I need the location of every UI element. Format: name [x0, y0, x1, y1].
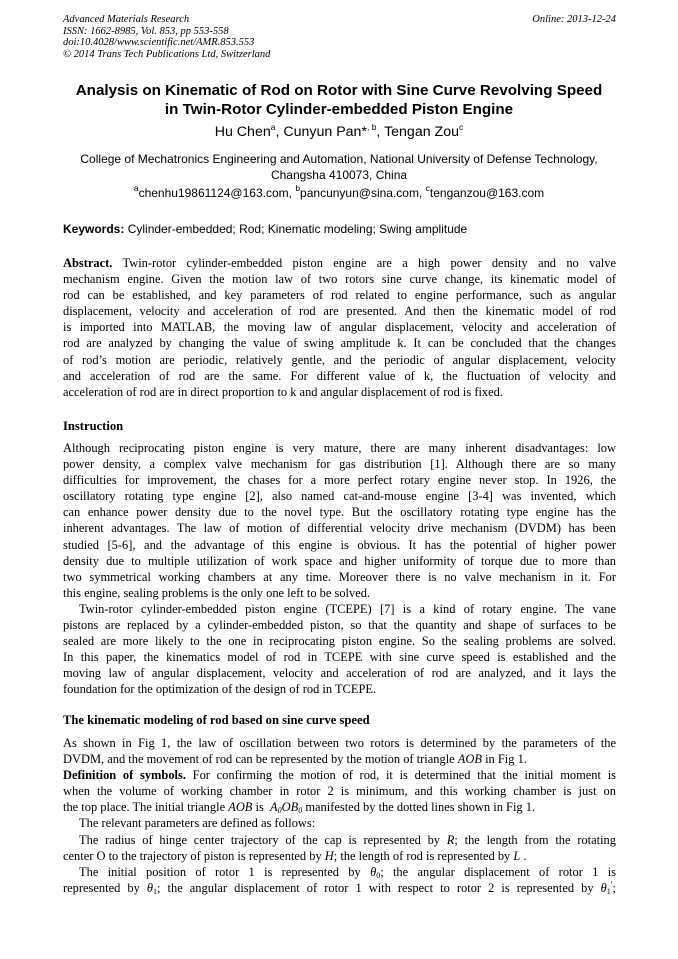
- body-line: In this paper, the kinematics model of rod in TCEPE with sine curve speed is established and the: [63, 650, 616, 665]
- affiliation-line: Changsha 410073, China: [270, 168, 408, 182]
- email-mark: a: [133, 183, 139, 193]
- text-run: represented by: [63, 880, 147, 895]
- text-run: DVDM, and the movement of rod can be represented by the motion of triangle: [63, 752, 458, 767]
- body-line: As shown in Fig 1, the law of oscillation between two rotors is determined by the parameters of the: [63, 736, 616, 750]
- abstract-line: acceleration of rod are in direct proportion to k and angular displacement of rod is fixed.: [63, 384, 503, 399]
- body-line: The relevant parameters are defined as follows:: [79, 816, 316, 831]
- journal-name: Advanced Materials Research: [63, 14, 190, 25]
- abstract: [63, 255, 616, 400]
- text-run: The radius of hinge center trajectory of the cap is represented by: [79, 832, 447, 847]
- math-subscript: 0: [376, 870, 381, 880]
- math-symbol: L: [513, 848, 521, 863]
- body-line: foundation for the optimization of the design of rod in TCEPE.: [63, 682, 377, 697]
- author-affil-mark: , b: [366, 122, 377, 132]
- author-emails: $^a$chenhu19861124@163.com, $^b$pancunyun@sina.com, $^c$tenganzou@163.com: [133, 183, 545, 200]
- author-name: Hu Chen: [214, 124, 271, 140]
- instruction-paragraph-2: [63, 601, 616, 698]
- keywords-label: Keywords:: [63, 222, 125, 236]
- text-run: manifested by the dotted lines shown in Fig 1.: [302, 800, 536, 815]
- body-line: can enhance power density due to the novel type. But the oscillatory rotating type engine has the: [63, 505, 616, 520]
- author-name: Cunyun Pan*: [283, 124, 367, 140]
- author-separator: ,: [376, 124, 385, 140]
- body-line: [63, 832, 616, 848]
- abstract-line: displacement, velocity and acceleration of rod are presented. And then the kinematic model of rod: [63, 304, 616, 319]
- math-symbol: H: [324, 848, 334, 863]
- issn: ISSN: 1662-8985, Vol. 853, pp 553-558: [63, 25, 229, 37]
- section-heading-instruction: Instruction: [63, 419, 124, 433]
- math-symbol: θ: [370, 864, 377, 879]
- body-line: pistons are replaced by a cylinder-embedded piston, so that the quantity and shape of surfaces to be: [63, 618, 616, 633]
- author-affil-mark: c: [459, 122, 464, 132]
- author-separator: ,: [275, 124, 284, 140]
- email-link[interactable]: tenganzou@163.com: [429, 186, 545, 200]
- abstract-line: mechanism engine. Given the motion law of two rotors sine curve change, its kinematic model of: [63, 272, 616, 287]
- math-symbol: A: [270, 800, 278, 815]
- abstract-line: and acceleration of rod are the same. For different value of k, the fluctuation of velocity and: [63, 368, 616, 383]
- email-mark: c: [425, 183, 430, 193]
- text-run: For confirming the motion of rod, it is determined that the initial moment is: [185, 768, 616, 783]
- text-run: ; the angular displacement of rotor 1 with respect to rotor 2 is represented by: [157, 880, 601, 895]
- math-subscript: 0: [298, 806, 303, 816]
- body-line: studied [5-6], and the advantage of this engine is obvious. It has the potential of higher power: [63, 537, 616, 552]
- instruction-paragraph-1: [63, 440, 616, 601]
- math-symbol: OB: [281, 800, 299, 815]
- math-symbol: R: [446, 832, 455, 847]
- paper-title: [40, 81, 638, 119]
- body-line: [63, 799, 616, 815]
- doi: doi:10.4028/www.scientific.net/AMR.853.553: [63, 37, 255, 49]
- math-subscript: 0: [277, 806, 282, 816]
- copyright: © 2014 Trans Tech Publications Ltd, Switzerland: [63, 48, 271, 60]
- math-triangle-initial: [270, 800, 302, 814]
- math-subscript: 1: [606, 886, 611, 896]
- affiliation: [40, 151, 638, 183]
- keywords-text: Cylinder-embedded; Rod; Kinematic modeling; Swing amplitude: [127, 222, 468, 236]
- email-mark: b: [295, 183, 301, 193]
- abstract-label: Abstract.: [63, 256, 113, 270]
- body-line: oscillatory rotating type engine [2], also named cat-and-mouse engine [3-4] was invented, which: [63, 489, 616, 504]
- abstract-line: rod can be established, and key parameters of rod related to engine performance, such as angular: [63, 288, 616, 303]
- body-line: center O to the trajectory of piston is represented by H; the length of rod is represented by L .: [63, 848, 527, 863]
- author-affil-mark: a: [270, 122, 276, 132]
- math-symbol: AOB: [228, 800, 253, 815]
- body-line: [63, 864, 616, 880]
- text-run: center O to the trajectory of piston is represented by: [63, 848, 325, 863]
- text-run: is: [252, 800, 267, 815]
- online-date: Online: 2013-12-24: [532, 14, 616, 25]
- body-line: inherent advantages. The law of motion of differential velocity drive mechanism (DVDM) has been: [63, 521, 616, 536]
- keywords: [63, 221, 616, 237]
- body-line: sealed are more likely to the one in reciprocating piston engine. So the sealing problems are solved.: [63, 634, 616, 649]
- body-line: density due to multiple utilization of work space and higher uniformity of torque due to more than: [63, 553, 616, 568]
- text-run: in Fig 1.: [481, 752, 527, 767]
- body-line: power density, a complex valve mechanism for gas distribution [1]. Although there are so many: [63, 457, 616, 472]
- math-subscript: 1: [153, 886, 157, 896]
- math-symbol: θ: [600, 880, 607, 895]
- body-line: Twin-rotor cylinder-embedded piston engine (TCEPE) [7] is a kind of rotary engine. The vane: [79, 602, 616, 616]
- body-line: this engine, sealing problems is the only one left to be solved.: [63, 585, 371, 600]
- body-line: when the volume of working chamber in rotor 2 is minimum, and this working chamber is just on: [63, 784, 616, 799]
- body-line: difficulties for improvement, the chases for a more perfect rotary engine never stop. In 1926, the: [63, 473, 616, 488]
- affiliation-line: College of Mechatronics Engineering and Automation, National University of Defense Technology,: [80, 152, 598, 166]
- math-superscript: ′: [610, 879, 613, 889]
- text-run: ; the length from the rotating: [454, 832, 616, 847]
- text-run: the top place. The initial triangle: [63, 800, 229, 815]
- title-line: Analysis on Kinematic of Rod on Rotor with Sine Curve Revolving Speed: [75, 82, 603, 99]
- author-name: Tengan Zou: [384, 124, 459, 140]
- email-link[interactable]: chenhu19861124@163.com: [138, 186, 289, 200]
- body-line: [63, 751, 616, 767]
- abstract-line: of rod’s motion are periodic, relatively gentle, and the periodic of angular displacement, velocity: [63, 352, 616, 367]
- author-list: [40, 123, 638, 141]
- text-run: ; the angular displacement of rotor 1 is: [380, 864, 616, 879]
- definition-label: Definition of symbols.: [63, 768, 186, 783]
- abstract-line: rod are analyzed by changing the value of swing amplitude k. It can be concluded that the changes: [63, 336, 616, 351]
- section-heading-kinematic: The kinematic modeling of rod based on sine curve speed: [63, 713, 370, 727]
- text-run: The initial position of rotor 1 is represented by: [79, 864, 371, 879]
- abstract-line: is imported into MATLAB, the moving law of angular displacement, velocity and acceleration of: [63, 320, 616, 335]
- math-symbol: AOB: [457, 752, 482, 767]
- body-line: Although reciprocating piston engine is very mature, there are many inherent disadvantages: low: [63, 441, 616, 455]
- abstract-line: [63, 255, 616, 271]
- body-line: moving law of angular displacement, velocity and acceleration of rod are analyzed, and it lays the: [63, 666, 616, 681]
- text-run: ; the length of rod is represented by: [333, 848, 514, 863]
- math-symbol: θ: [146, 880, 153, 895]
- kinematic-section: [63, 735, 616, 896]
- email-link[interactable]: pancunyun@sina.com: [300, 186, 419, 200]
- abstract-text: Twin-rotor cylinder-embedded piston engine are a high power density and no valve: [122, 256, 616, 270]
- body-line: [63, 767, 616, 783]
- journal-header: [63, 14, 616, 60]
- body-line: represented by $\theta_1$; the angular displacement of rotor 1 with respect to rotor 2 is represented by $\theta_1'$;: [63, 879, 616, 896]
- body-line: two symmetrical working chambers at any time. Moreover there is no valve mechanism in it. For: [63, 569, 616, 584]
- title-line: in Twin-Rotor Cylinder-embedded Piston Engine: [164, 101, 514, 118]
